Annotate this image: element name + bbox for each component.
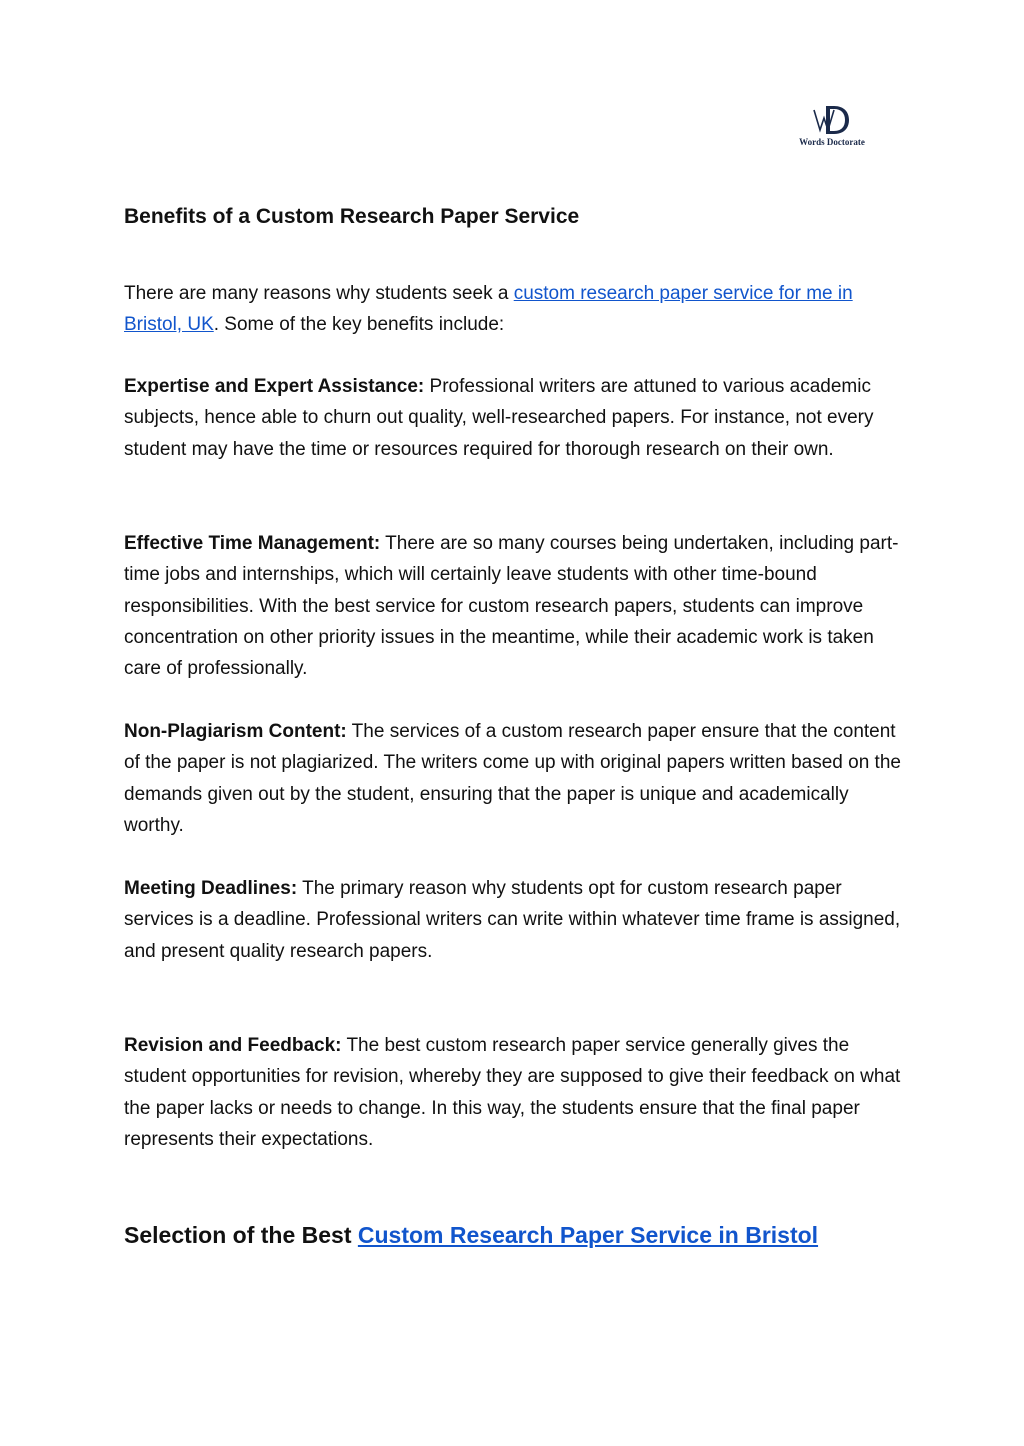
selection-heading-prefix: Selection of the Best (124, 1222, 358, 1248)
benefit-text: The primary reason why students opt for custom research paper services is a deadline. Professional writers can write within whatever time frame is assigned, and present quality research papers. (124, 878, 901, 962)
intro-text-after: . Some of the key benefits include: (213, 314, 505, 336)
benefit-title: Effective Time Management: (124, 533, 381, 554)
benefit-text: The best custom research paper service generally gives the student opportunities for revision, whereby they are supposed to give their feedback on what the paper lacks or needs to change. In this way, the students ensure that the final paper represents their expectations. (124, 1035, 901, 1150)
benefit-paragraph-deadlines (124, 873, 904, 967)
logo-text: Words Doctorate (799, 137, 865, 147)
custom-research-link[interactable]: custom research paper service for me in Bristol, UK (124, 283, 853, 336)
custom-research-bristol-link[interactable]: Custom Research Paper Service in Bristol (357, 1222, 819, 1248)
wd-monogram-icon (812, 104, 852, 136)
benefit-paragraph-revision (124, 1030, 904, 1155)
benefit-text: The services of a custom research paper ensure that the content of the paper is not plagiarized. The writers come up with original papers written based on the demands given out by the student, ensuring that the paper is unique and academically worthy. (124, 721, 901, 836)
logo (786, 104, 878, 150)
benefit-title: Revision and Feedback: (124, 1035, 342, 1056)
section-heading-benefits: Benefits of a Custom Research Paper Service (124, 205, 580, 228)
benefit-paragraph-time-management (124, 528, 904, 684)
intro-paragraph (124, 278, 904, 341)
benefit-paragraph-non-plagiarism (124, 716, 904, 841)
benefit-paragraph-expertise (124, 371, 904, 465)
intro-text-before: There are many reasons why students seek a (124, 283, 514, 304)
benefit-title: Meeting Deadlines: (124, 878, 298, 899)
benefit-text: There are so many courses being undertaken, including part-time jobs and internships, which will certainly leave students with other time-bound responsibilities. With the best service for custom research papers, students can improve concentration on other priority issues in the meantime, while their academic work is taken care of professionally. (124, 533, 899, 680)
benefit-title: Expertise and Expert Assistance: (124, 376, 425, 397)
benefit-title: Non-Plagiarism Content: (124, 721, 347, 742)
benefit-text: Professional writers are attuned to various academic subjects, hence able to churn out quality, well-researched papers. For instance, not every student may have the time or resources required for thorough research on their own. (124, 376, 874, 460)
section-heading-selection (124, 1219, 818, 1251)
